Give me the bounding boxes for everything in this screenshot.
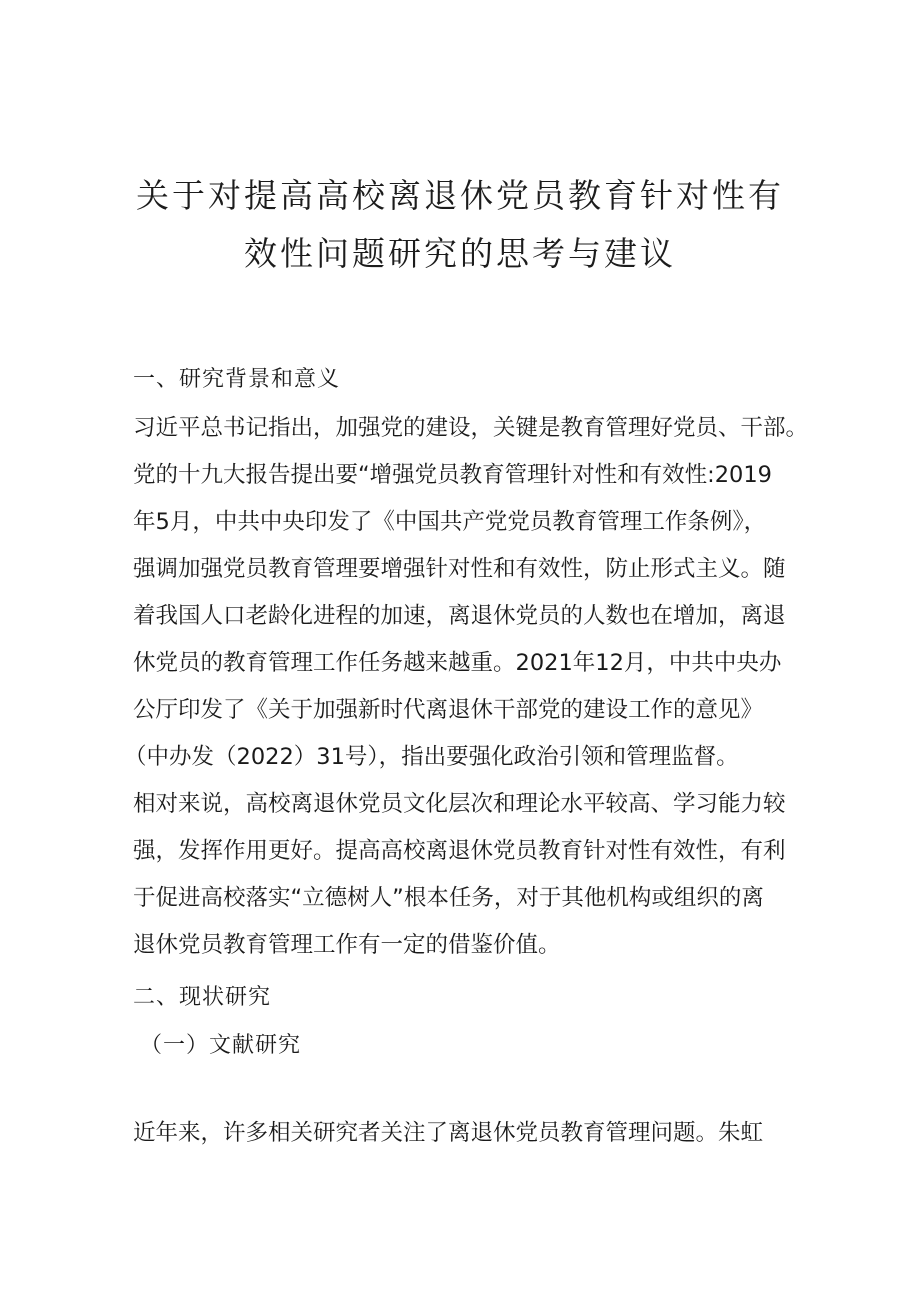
document-title-line-2: 效性问题研究的思考与建议 bbox=[244, 234, 676, 273]
paragraph-line: 年5月，中共中央印发了《中国共产党党员教育管理工作条例》， bbox=[133, 509, 767, 535]
paragraph-line: 于促进高校落实“立德树人”根本任务，对于其他机构或组织的离 bbox=[133, 885, 764, 911]
paragraph-line: 退休党员教育管理工作有一定的借鉴价值。 bbox=[133, 932, 561, 958]
section-heading-background: 一、研究背景和意义 bbox=[133, 367, 341, 392]
paragraph-line: 公厅印发了《关于加强新时代离退休干部党的建设工作的意见》 bbox=[133, 697, 764, 723]
paragraph-line: 休党员的教育管理工作任务越来越重。2021年12月，中共中央办 bbox=[133, 650, 782, 676]
paragraph-line: 近年来，许多相关研究者关注了离退休党员教育管理问题。朱虹 bbox=[133, 1120, 764, 1146]
section-heading-status: 二、现状研究 bbox=[133, 985, 272, 1010]
subsection-heading-literature: （一）文献研究 bbox=[140, 1033, 302, 1058]
paragraph-line: 着我国人口老龄化进程的加速，离退休党员的人数也在增加，离退 bbox=[133, 603, 786, 629]
document-title-line-1: 关于对提高高校离退休党员教育针对性有 bbox=[136, 176, 784, 215]
paragraph-line: 党的十九大报告提出要“增强党员教育管理针对性和有效性:2019 bbox=[133, 462, 772, 488]
paragraph-line: 强调加强党员教育管理要增强针对性和有效性，防止形式主义。随 bbox=[133, 556, 786, 582]
paragraph-line: 习近平总书记指出，加强党的建设，关键是教育管理好党员、干部。 bbox=[133, 415, 809, 441]
paragraph-line: （中办发（2022）31号），指出要强化政治引领和管理监督。 bbox=[124, 744, 739, 770]
paragraph-line: 强，发挥作用更好。提高高校离退休党员教育针对性有效性，有利 bbox=[133, 838, 786, 864]
paragraph-line: 相对来说，高校离退休党员文化层次和理论水平较高、学习能力较 bbox=[133, 791, 786, 817]
